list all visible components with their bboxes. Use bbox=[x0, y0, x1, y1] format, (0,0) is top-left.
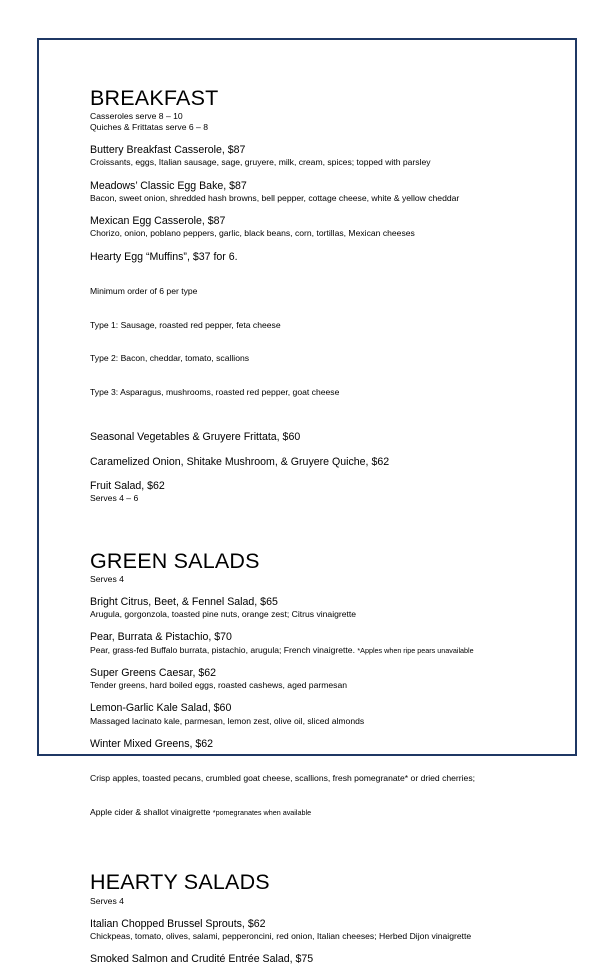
section-title-green-salads: GREEN SALADS bbox=[90, 548, 260, 573]
item-description: Croissants, eggs, Italian sausage, sage, gruyere, milk, cream, spices; topped with parsley bbox=[90, 157, 431, 168]
section-title-hearty-salads: HEARTY SALADS bbox=[90, 870, 270, 895]
item-name: Mexican Egg Casserole, $87 bbox=[90, 215, 226, 228]
section-serves-green-salads bbox=[90, 574, 590, 585]
section-breakfast bbox=[90, 86, 590, 505]
item-description: Massaged lacinato kale, parmesan, lemon zest, olive oil, sliced almonds bbox=[90, 715, 365, 726]
serves-line: Quiches & Frittatas serve 6 – 8 bbox=[90, 122, 208, 133]
item-description-main: Pear, grass-fed Buffalo burrata, pistachio, arugula; French vinaigrette. bbox=[90, 644, 358, 655]
item-name: Seasonal Vegetables & Gruyere Frittata, $60 bbox=[90, 431, 301, 444]
menu-item bbox=[90, 456, 590, 469]
menu-item bbox=[90, 631, 590, 656]
menu-content bbox=[90, 86, 590, 966]
menu-item bbox=[90, 251, 590, 421]
item-name: Italian Chopped Brussel Sprouts, $62 bbox=[90, 917, 266, 930]
section-hearty-salads bbox=[90, 870, 590, 966]
page-border-frame bbox=[37, 38, 577, 966]
section-spacer bbox=[90, 840, 590, 870]
item-description bbox=[90, 751, 590, 840]
item-name: Lemon-Garlic Kale Salad, $60 bbox=[90, 702, 232, 715]
item-description-line bbox=[90, 807, 590, 818]
item-description: Arugula, gorgonzola, toasted pine nuts, orange zest; Citrus vinaigrette bbox=[90, 609, 357, 619]
item-name: Bright Citrus, Beet, & Fennel Salad, $65 bbox=[90, 595, 278, 608]
item-description-line: Minimum order of 6 per type bbox=[90, 286, 198, 297]
menu-item bbox=[90, 918, 590, 943]
item-description-line: Crisp apples, toasted pecans, crumbled goat cheese, scallions, fresh pomegranate* or dried cherries; bbox=[90, 773, 476, 784]
item-description-line: Type 3: Asparagus, mushrooms, roasted red pepper, goat cheese bbox=[90, 386, 340, 397]
serves-line: Serves 4 bbox=[90, 573, 124, 584]
item-name: Super Greens Caesar, $62 bbox=[90, 666, 217, 679]
item-name: Winter Mixed Greens, $62 bbox=[90, 737, 214, 750]
item-description bbox=[90, 645, 590, 656]
item-description-line: Type 1: Sausage, roasted red pepper, feta cheese bbox=[90, 319, 281, 330]
menu-item bbox=[90, 596, 590, 621]
serves-line: Casseroles serve 8 – 10 bbox=[90, 111, 183, 122]
item-name: Meadows’ Classic Egg Bake, $87 bbox=[90, 179, 247, 192]
menu-item bbox=[90, 180, 590, 205]
item-name: Buttery Breakfast Casserole, $87 bbox=[90, 144, 246, 157]
item-description: Tender greens, hard boiled eggs, roasted cashews, aged parmesan bbox=[90, 680, 348, 691]
item-name: Smoked Salmon and Crudité Entrée Salad, $75 bbox=[90, 953, 314, 966]
section-spacer bbox=[90, 505, 590, 549]
menu-item bbox=[90, 215, 590, 240]
item-description-footnote: *pomegranates when available bbox=[212, 807, 312, 817]
item-description-line: Type 2: Bacon, cheddar, tomato, scallions bbox=[90, 353, 250, 364]
item-name: Hearty Egg “Muffins”, $37 for 6. bbox=[90, 250, 238, 263]
item-name: Fruit Salad, $62 bbox=[90, 480, 165, 493]
menu-item bbox=[90, 144, 590, 169]
menu-item bbox=[90, 667, 590, 692]
section-green-salads bbox=[90, 549, 590, 841]
item-description-main: Apple cider & shallot vinaigrette bbox=[90, 806, 213, 817]
item-description-lines bbox=[90, 264, 590, 420]
item-description: Chickpeas, tomato, olives, salami, pepperoncini, red onion, Italian cheeses; Herbed Dijon vinaigrette bbox=[90, 930, 472, 941]
menu-item bbox=[90, 431, 590, 444]
menu-item bbox=[90, 738, 590, 841]
item-serves-note: Serves 4 – 6 bbox=[90, 493, 139, 504]
item-description: Chorizo, onion, poblano peppers, garlic, black beans, corn, tortillas, Mexican cheeses bbox=[90, 228, 415, 239]
section-title-breakfast: BREAKFAST bbox=[90, 86, 219, 110]
menu-item bbox=[90, 953, 590, 966]
menu-item bbox=[90, 702, 590, 727]
section-serves-breakfast bbox=[90, 111, 590, 133]
item-name: Caramelized Onion, Shitake Mushroom, & Gruyere Quiche, $62 bbox=[90, 455, 390, 468]
serves-line: Serves 4 bbox=[90, 895, 124, 906]
item-name: Pear, Burrata & Pistachio, $70 bbox=[90, 631, 232, 644]
item-description: Bacon, sweet onion, shredded hash browns, bell pepper, cottage cheese, white & yellow cheddar bbox=[90, 192, 460, 203]
section-serves-hearty-salads bbox=[90, 896, 590, 907]
menu-item bbox=[90, 480, 590, 505]
item-description-footnote: *Apples when ripe pears unavailable bbox=[357, 645, 474, 655]
